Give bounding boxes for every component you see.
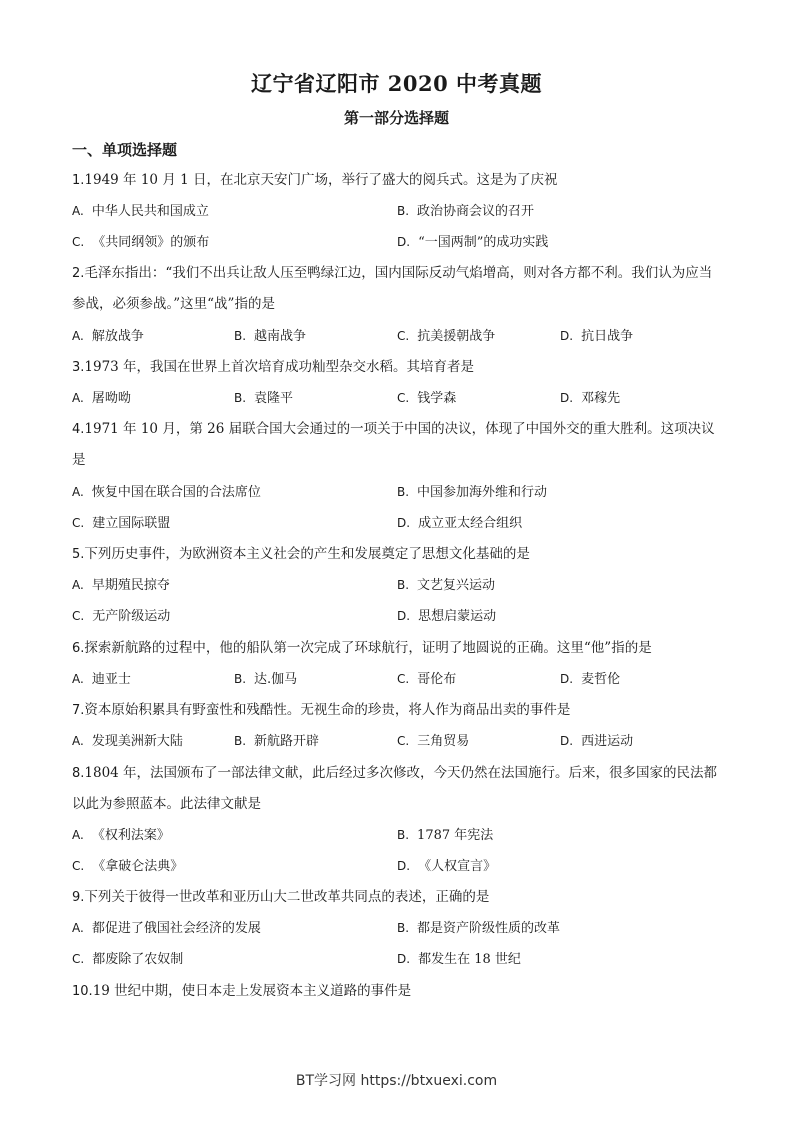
question-number: 6. (72, 641, 85, 656)
question-1-options-row-1 (72, 196, 722, 227)
option-d[interactable]: D. 思想启蒙运动 (397, 609, 497, 624)
page-title: 辽宁省辽阳市 2020 中考真题 (250, 71, 543, 96)
question-1-stem (72, 165, 722, 196)
option-b[interactable]: B. 1787 年宪法 (397, 828, 494, 843)
question-4-options-row-1 (72, 477, 722, 508)
option-b[interactable]: B. 中国参加海外维和行动 (397, 485, 548, 500)
question-text: 下列关于彼得一世改革和亚历山大二世改革共同点的表述，正确的是 (84, 889, 490, 905)
question-number: 4. (72, 422, 85, 437)
question-text: 下列历史事件，为欧洲资本主义社会的产生和发展奠定了思想文化基础的是 (84, 546, 530, 562)
option-c[interactable]: C. 钱学森 (397, 391, 457, 406)
question-8-stem (72, 758, 722, 820)
part-title: 第一部分选择题 (343, 109, 449, 127)
question-8-options-row-2 (72, 851, 722, 882)
question-5-stem (72, 539, 722, 570)
option-a[interactable]: A. 发现美洲新大陆 (72, 734, 183, 749)
option-d[interactable]: D. 麦哲伦 (560, 672, 621, 687)
question-number: 7. (72, 703, 85, 718)
option-b[interactable]: B. 新航路开辟 (234, 734, 320, 749)
option-b[interactable]: B. 达.伽马 (234, 672, 298, 687)
option-c[interactable]: C. 无产阶级运动 (72, 609, 171, 624)
option-c[interactable]: C. 哥伦布 (397, 672, 457, 687)
question-9-options-row-2 (72, 944, 722, 975)
question-text: 1973 年，我国在世界上首次培育成功籼型杂交水稻。其培育者是 (84, 359, 475, 375)
question-text: 探索新航路的过程中，他的船队第一次完成了环球航行，证明了地圆说的正确。这里“他”指的是 (84, 640, 652, 656)
question-10-stem (72, 976, 722, 1007)
question-9-stem (72, 882, 722, 913)
question-number: 5. (72, 547, 85, 562)
option-a[interactable]: A. 都促进了俄国社会经济的发展 (72, 921, 261, 936)
option-a[interactable]: A. 迪亚士 (72, 672, 131, 687)
question-5-options-row-1 (72, 570, 722, 601)
option-c[interactable]: C. 抗美援朝战争 (397, 329, 496, 344)
question-number: 3. (72, 360, 85, 375)
question-text: 资本原始积累具有野蛮性和残酷性。无视生命的珍贵，将人作为商品出卖的事件是 (84, 702, 571, 718)
question-number: 8. (72, 766, 85, 781)
option-d[interactable]: D. 西进运动 (560, 734, 634, 749)
question-7-options (72, 726, 722, 757)
option-c[interactable]: C. 三角贸易 (397, 734, 470, 749)
option-b[interactable]: B. 都是资产阶级性质的改革 (397, 921, 561, 936)
question-3-options (72, 383, 722, 414)
question-6-stem (72, 633, 722, 664)
option-b[interactable]: B. 越南战争 (234, 329, 307, 344)
option-b[interactable]: B. 政治协商会议的召开 (397, 204, 535, 219)
question-text: 19 世纪中期，使日本走上发展资本主义道路的事件是 (92, 983, 412, 999)
option-a[interactable]: A. 中华人民共和国成立 (72, 204, 209, 219)
option-b[interactable]: B. 文艺复兴运动 (397, 578, 496, 593)
question-9-options-row-1 (72, 913, 722, 944)
question-text: 1971 年 10 月，第 26 届联合国大会通过的一项关于中国的决议，体现了中国外交的重大胜利。这项决议是 (72, 421, 715, 468)
option-d[interactable]: D. 抗日战争 (560, 329, 634, 344)
question-4-options-row-2 (72, 508, 722, 539)
question-6-options (72, 664, 722, 695)
option-d[interactable]: D. 《人权宣言》 (397, 859, 497, 874)
option-c[interactable]: C. 《共同纲领》的颁布 (72, 235, 210, 250)
question-8-options-row-1 (72, 820, 722, 851)
question-number: 9. (72, 890, 85, 905)
question-4-stem (72, 414, 722, 476)
section-heading: 一、单项选择题 (72, 141, 178, 159)
question-2-options (72, 321, 722, 352)
option-c[interactable]: C. 都废除了农奴制 (72, 952, 184, 967)
option-a[interactable]: A. 早期殖民掠夺 (72, 578, 170, 593)
question-2-stem (72, 258, 722, 320)
option-a[interactable]: A. 解放战争 (72, 329, 144, 344)
question-text: 1804 年，法国颁布了一部法律文献，此后经过多次修改，今天仍然在法国施行。后来，很多国家的民法都以此为参照蓝本。此法律文献是 (72, 765, 718, 812)
question-text: 毛泽东指出：“我们不出兵让敌人压至鸭绿江边，国内国际反动气焰增高，则对各方都不利。我们认为应当参战，必须参战。”这里“战”指的是 (72, 265, 713, 312)
question-text: 1949 年 10 月 1 日，在北京天安门广场，举行了盛大的阅兵式。这是为了庆祝 (84, 172, 558, 188)
question-5-options-row-2 (72, 601, 722, 632)
question-number: 10. (72, 984, 93, 999)
option-b[interactable]: B. 袁隆平 (234, 391, 294, 406)
question-number: 1. (72, 173, 85, 188)
question-number: 2. (72, 266, 85, 281)
question-7-stem (72, 695, 722, 726)
option-d[interactable]: D. 邓稼先 (560, 391, 621, 406)
option-c[interactable]: C. 《拿破仑法典》 (72, 859, 184, 874)
question-1-options-row-2 (72, 227, 722, 258)
option-d[interactable]: D. 都发生在 18 世纪 (397, 952, 521, 967)
option-d[interactable]: D. “一国两制”的成功实践 (397, 235, 549, 250)
option-a[interactable]: A. 《权利法案》 (72, 828, 170, 843)
option-a[interactable]: A. 恢复中国在联合国的合法席位 (72, 485, 261, 500)
option-d[interactable]: D. 成立亚太经合组织 (397, 516, 523, 531)
question-3-stem (72, 352, 722, 383)
option-c[interactable]: C. 建立国际联盟 (72, 516, 171, 531)
option-a[interactable]: A. 屠呦呦 (72, 391, 131, 406)
site-footer[interactable]: BT学习网 https://btxuexi.com (295, 1073, 498, 1089)
